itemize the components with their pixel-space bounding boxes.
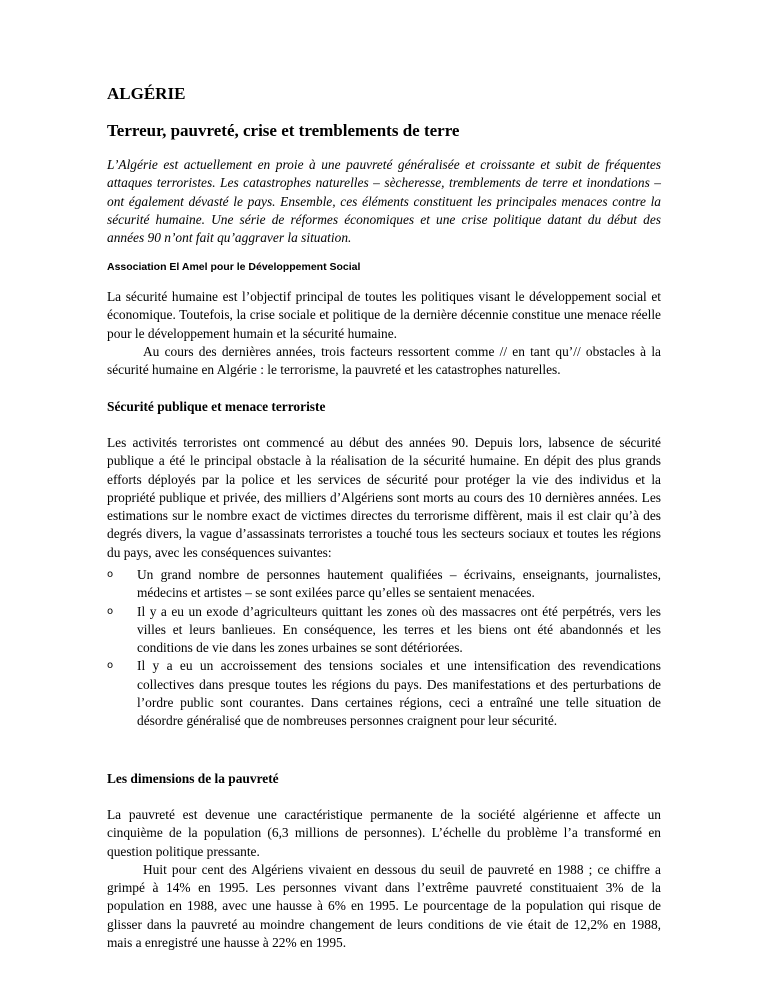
abstract-text: L’Algérie est actuellement en proie à une pauvreté généralisée et croissante et subit de fréquentes attaques terroristes. Les catastrophes naturelles – sècheresse, tremblements de terre et inondations – ont également dévasté le pays. Ensemble, ces éléments constituent les principales menaces contre la sécurité humaine. Une série de réformes économiques et une crise politique datant du début des années 90 n’ont fait qu’aggraver la situation.: [107, 157, 661, 246]
poverty-paragraph-1: La pauvreté est devenue une caractéristique permanente de la société algérienne et affecte un cinquième de la population (6,3 millions de personnes). L’échelle du problème l’a transformé en question politique pressante.: [107, 807, 661, 859]
list-item-text: Il y a eu un accroissement des tensions sociales et une intensification des revendications collectives dans presque toutes les régions du pays. Des manifestations et des perturbations de l’ordre public sont courantes. Dans certaines régions, ceci a entraîné une telle situation de désordre généralisé que de nombreuses personnes craignent pour leur sécurité.: [137, 658, 661, 729]
bullet-circle-icon: o: [107, 660, 114, 672]
section-heading-poverty: Les dimensions de la pauvreté: [107, 771, 279, 786]
poverty-paragraph-2: Huit pour cent des Algériens vivaient en dessous du seuil de pauvreté en 1988 ; ce chiffre a grimpé à 14% en 1995. Les personnes vivant dans l’extrême pauvreté constituaient 3% de la population en 1988, avec une hausse à 6% en 1995. Le pourcentage de la population qui risque de glisser dans la pauvreté au moindre changement de leurs conditions de vie était de 12,2% en 1988, mais a enregistré une hausse à 22% en 1995.: [107, 861, 661, 951]
poverty-section: [107, 806, 661, 952]
article-title: Terreur, pauvreté, crise et tremblements de terre: [107, 121, 460, 140]
intro-paragraph-1: La sécurité humaine est l’objectif principal de toutes les politiques visant le développement social et économique. Toutefois, la crise sociale et politique de la dernière décennie constitue une menace réelle pour le développement humain et la sécurité humaine.: [107, 289, 661, 341]
intro-section: [107, 288, 661, 379]
list-item: [107, 566, 661, 603]
bullet-circle-icon: o: [107, 569, 114, 580]
country-heading: ALGÉRIE: [107, 84, 186, 103]
security-paragraph-1: Les activités terroristes ont commencé au début des années 90. Depuis lors, labsence de sécurité publique a été le principal obstacle à la réalisation de la sécurité humaine. En dépit des plus grands efforts déployés par la police et les services de sécurité pour protéger la vie des individus et la propriété publique et privée, des milliers d’Algériens sont morts au cours des 10 dernières années. Les estimations sur le nombre exact de victimes directes du terrorisme diffèrent, mais il est clair qu’à des degrés divers, la vague d’assassinats terroristes a touché tous les secteurs sociaux et toutes les régions du pays, avec les conséquences suivantes:: [107, 435, 661, 560]
section-heading-security: Sécurité publique et menace terroriste: [107, 399, 326, 414]
author-line: Association El Amel pour le Développement Social: [107, 261, 361, 273]
consequences-list: [107, 566, 661, 731]
security-section: [107, 434, 661, 562]
list-item-text: Il y a eu un exode d’agriculteurs quittant les zones où des massacres ont été perpétrés, vers les villes et leurs banlieues. En conséquence, les terres et les biens ont été abandonnés et les conditions de vie dans les zones urbaines se sont détériorées.: [137, 603, 661, 656]
list-item: [107, 657, 661, 730]
list-item: [107, 603, 661, 658]
list-item-text: Un grand nombre de personnes hautement qualifiées – écrivains, enseignants, journalistes, médecins et artistes – se sont exilées parce qu’elles se sentaient menacées.: [137, 567, 661, 601]
intro-paragraph-2: Au cours des dernières années, trois facteurs ressortent comme // en tant qu’// obstacles à la sécurité humaine en Algérie : le terrorisme, la pauvreté et les catastrophes naturelles.: [107, 343, 661, 378]
bullet-circle-icon: o: [107, 605, 114, 617]
